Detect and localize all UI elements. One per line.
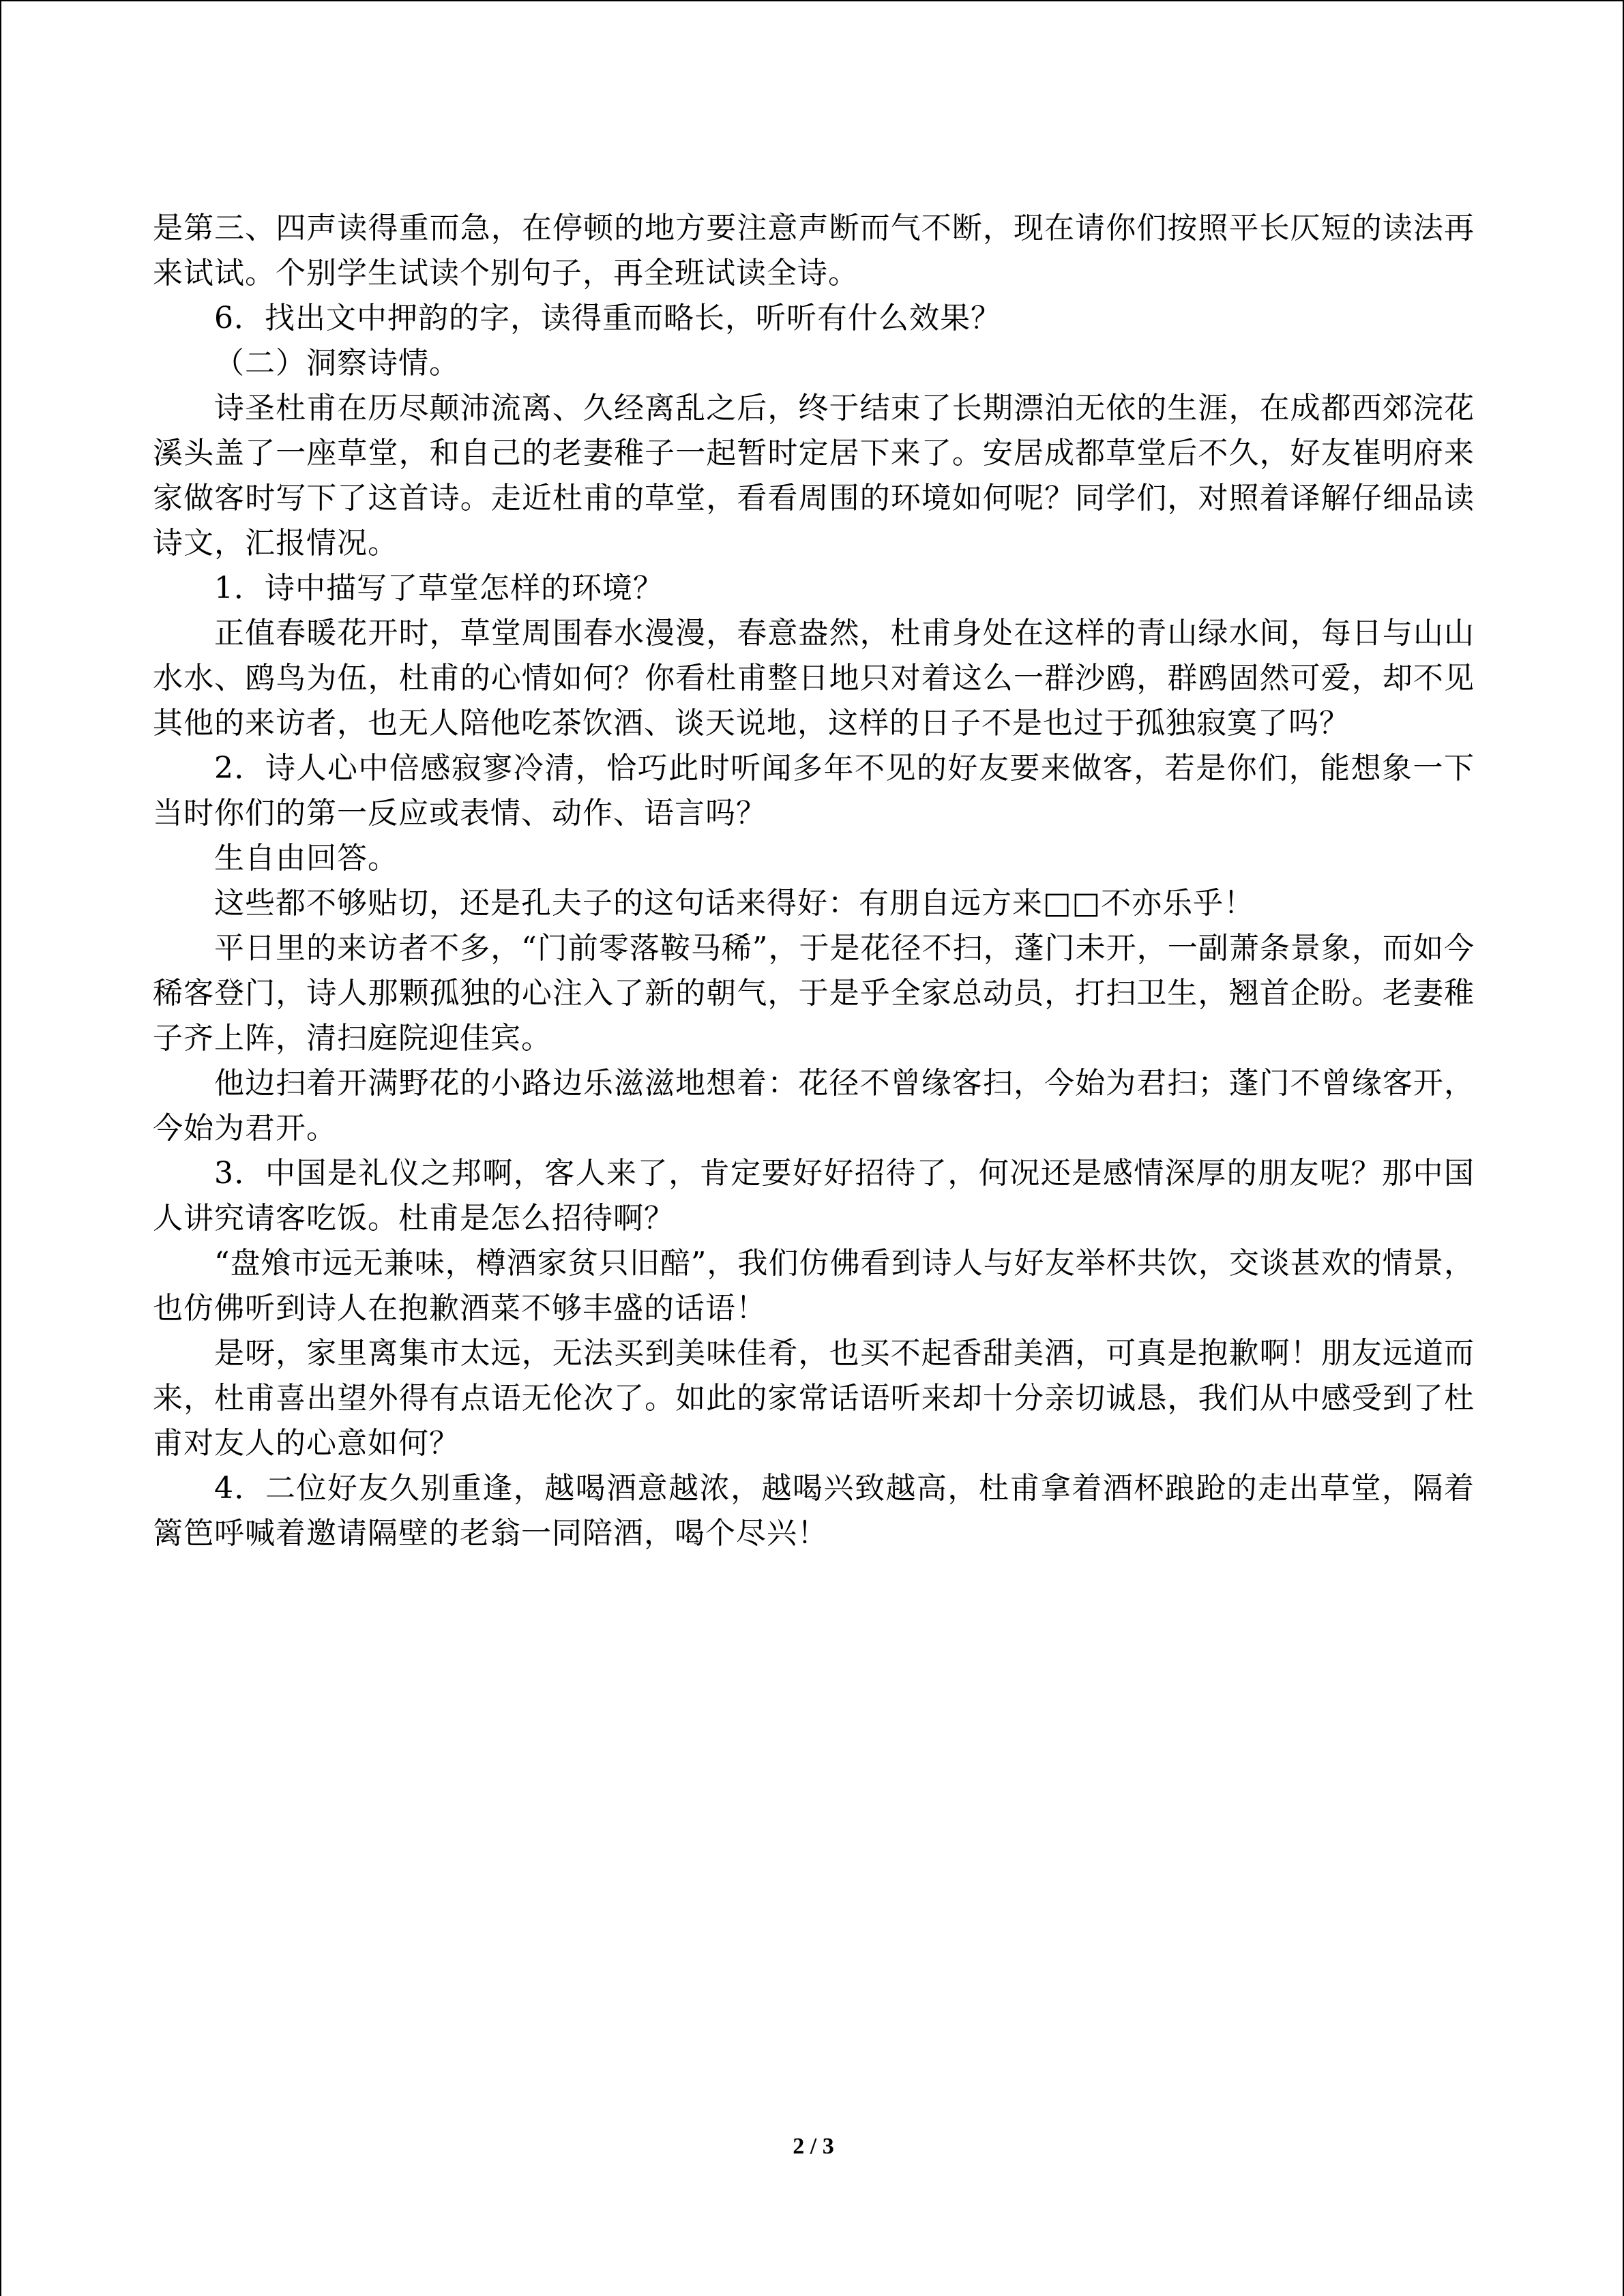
paragraph-1: 是第三、四声读得重而急，在停顿的地方要注意声断而气不断，现在请你们按照平长仄短的读法再来试试。个别学生试读个别句子，再全班试读全诗。 xyxy=(153,211,1475,290)
paragraph-11: 他边扫着开满野花的小路边乐滋滋地想着：花径不曾缘客扫，今始为君扫；蓬门不曾缘客开，今始为君开。 xyxy=(153,1066,1475,1146)
paragraph-15: 4．二位好友久别重逢，越喝酒意越浓，越喝兴致越高，杜甫拿着酒杯踉跄的走出草堂，隔着篱笆呼喊着邀请隔壁的老翁一同陪酒，喝个尽兴！ xyxy=(153,1471,1475,1551)
paragraph-12: 3．中国是礼仪之邦啊，客人来了，肯定要好好招待了，何况还是感情深厚的朋友呢？那中国人讲究请客吃饭。杜甫是怎么招待啊？ xyxy=(153,1156,1475,1236)
paragraph-8: 生自由回答。 xyxy=(214,841,398,876)
paragraph-2: 6．找出文中押韵的字，读得重而略长，听听有什么效果？ xyxy=(214,301,1001,336)
paragraph-14: 是呀，家里离集市太远，无法买到美味佳肴，也买不起香甜美酒，可真是抱歉啊！朋友远道而来，杜甫喜出望外得有点语无伦次了。如此的家常话语听来却十分亲切诚恳，我们从中感受到了杜甫对友人的心意如何？ xyxy=(153,1336,1475,1461)
paragraph-6: 正值春暖花开时，草堂周围春水漫漫，春意盎然，杜甫身处在这样的青山绿水间，每日与山山水水、鸥鸟为伍，杜甫的心情如何？你看杜甫整日地只对着这么一群沙鸥，群鸥固然可爱，却不见其他的来访者，也无人陪他吃茶饮酒、谈天说地，这样的日子不是也过于孤独寂寞了吗？ xyxy=(153,616,1475,741)
paragraph-9: 这些都不够贴切，还是孔夫子的这句话来得好：有朋自远方来□□不亦乐乎！ xyxy=(214,886,1255,921)
page-number: 2 / 3 xyxy=(793,2134,834,2159)
document-body xyxy=(153,206,1475,1556)
paragraph-3: （二）洞察诗情。 xyxy=(214,346,460,381)
paragraph-10: 平日里的来访者不多，“门前零落鞍马稀”，于是花径不扫，蓬门未开，一副萧条景象，而如今稀客登门，诗人那颗孤独的心注入了新的朝气，于是乎全家总动员，打扫卫生，翘首企盼。老妻稚子齐上阵，清扫庭院迎佳宾。 xyxy=(153,931,1475,1056)
paragraph-4: 诗圣杜甫在历尽颠沛流离、久经离乱之后，终于结束了长期漂泊无依的生涯，在成都西郊浣花溪头盖了一座草堂，和自己的老妻稚子一起暂时定居下来了。安居成都草堂后不久，好友崔明府来家做客时写下了这首诗。走近杜甫的草堂，看看周围的环境如何呢？同学们，对照着译解仔细品读诗文，汇报情况。 xyxy=(153,391,1475,561)
paragraph-5: 1．诗中描写了草堂怎样的环境？ xyxy=(214,571,664,606)
paragraph-7: 2．诗人心中倍感寂寥冷清，恰巧此时听闻多年不见的好友要来做客，若是你们，能想象一下当时你们的第一反应或表情、动作、语言吗？ xyxy=(153,751,1475,831)
paragraph-13: “盘飧市远无兼味，樽酒家贫只旧醅”，我们仿佛看到诗人与好友举杯共饮，交谈甚欢的情景，也仿佛听到诗人在抱歉酒菜不够丰盛的话语！ xyxy=(153,1246,1475,1326)
